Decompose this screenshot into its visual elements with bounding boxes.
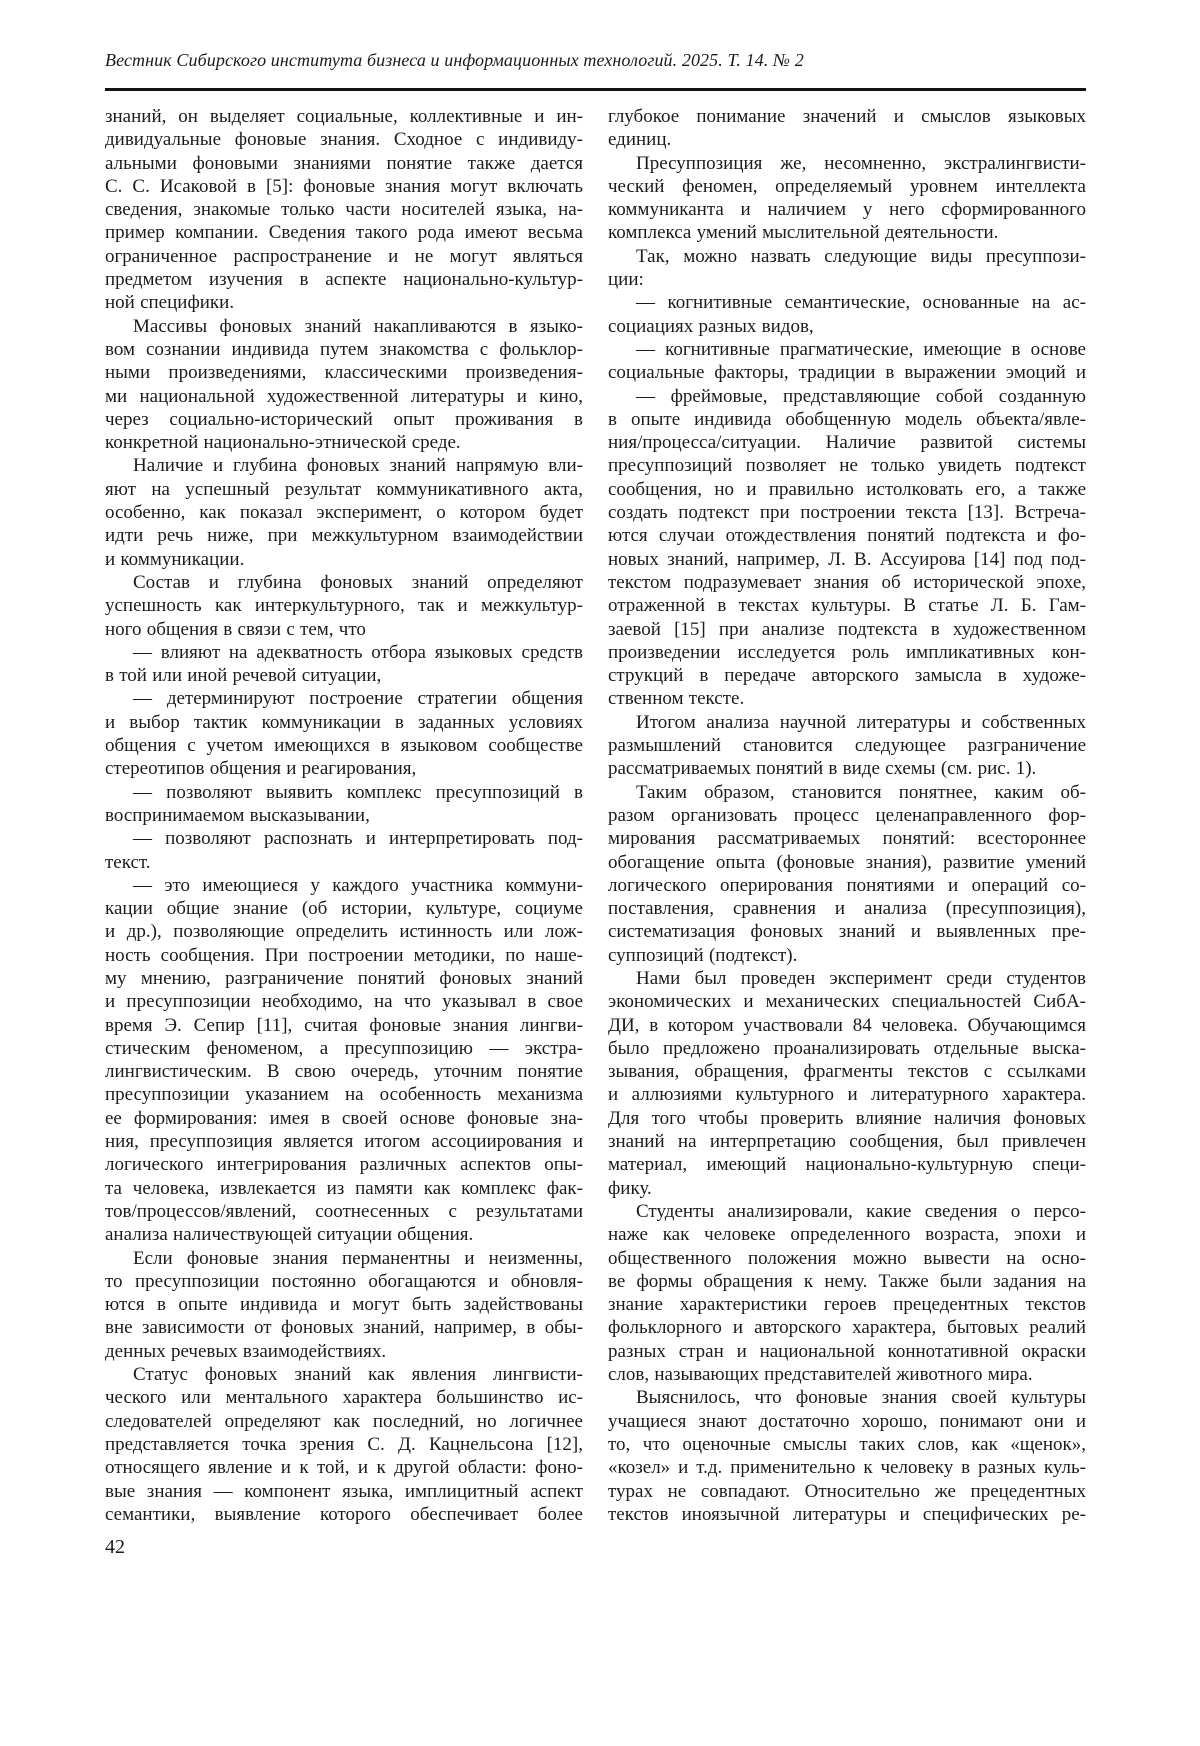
text-line: та человека, извлекается из памяти как комплекс фак- bbox=[105, 1177, 583, 1199]
text-line: анализа наличествующей ситуации общения. bbox=[105, 1224, 474, 1246]
text-line: успешность как интеркультурного, так и межкультур- bbox=[105, 595, 583, 617]
text-line: особенно, как показал эксперимент, о котором будет bbox=[105, 502, 583, 524]
text-line: Если фоновые знания перманентны и неизменны, bbox=[133, 1247, 583, 1269]
text-line: — фреймовые, представляющие собой созданную bbox=[636, 385, 1086, 407]
text-line: ются случаи отождествления понятий подтекста и фо- bbox=[608, 525, 1086, 547]
text-line: ее формирования: имея в своей основе фоновые зна- bbox=[105, 1107, 583, 1129]
text-line: ве формы обращения к нему. Также были задания на bbox=[608, 1270, 1086, 1292]
text-line: Статус фоновых знаний как явления лингвисти- bbox=[133, 1364, 583, 1386]
text-line: текст. bbox=[105, 851, 151, 873]
text-line: Таким образом, становится понятнее, каким об- bbox=[636, 781, 1086, 803]
text-line: ДИ, в котором участвовали 84 человека. Обучающимся bbox=[608, 1014, 1086, 1036]
text-line: сведения, знакомые только части носителей языка, на- bbox=[105, 199, 583, 221]
text-line: следователей определяют как последний, но логичнее bbox=[105, 1410, 583, 1432]
text-line: — позволяют распознать и интерпретировать под- bbox=[133, 828, 583, 850]
text-line: струкций в передаче авторского замысла в художе- bbox=[608, 665, 1086, 687]
paragraph-block bbox=[105, 315, 583, 455]
paragraph-block bbox=[608, 1386, 1086, 1526]
text-line: систематизация фоновых знаний и выявленных пре- bbox=[608, 921, 1086, 943]
text-line: размышлений становится следующее разграничение bbox=[608, 735, 1086, 757]
text-line: слов, называющих представителей животного мира. bbox=[608, 1364, 1033, 1386]
text-line: тов/процессов/явлений, соотнесенных с результатами bbox=[105, 1200, 583, 1222]
text-line: «козел» и т.д. применительно к человеку в разных куль- bbox=[608, 1457, 1086, 1479]
paragraph-block bbox=[608, 152, 1086, 245]
text-line: социациях разных видов, bbox=[608, 315, 814, 337]
text-line: кации общие знание (об истории, культуре, социуме bbox=[105, 898, 583, 920]
text-line: заевой [15] при анализе подтекста в художественном bbox=[608, 618, 1086, 640]
text-line: — когнитивные семантические, основанные на ас- bbox=[636, 292, 1086, 314]
text-line: время Э. Сепир [11], считая фоновые знания лингви- bbox=[105, 1014, 583, 1036]
text-line: — когнитивные прагматические, имеющие в основе bbox=[636, 338, 1086, 360]
text-line: ного общения в связи с тем, что bbox=[105, 618, 366, 640]
text-line: С. С. Исаковой в [5]: фоновые знания могут включать bbox=[105, 175, 583, 197]
text-line: денных речевых взаимодействиях. bbox=[105, 1340, 387, 1362]
text-line: Итогом анализа научной литературы и собственных bbox=[636, 711, 1086, 733]
paragraph-block bbox=[105, 641, 583, 688]
text-line: знаний на интерпретацию сообщения, был привлечен bbox=[608, 1131, 1086, 1153]
text-line: коммуниканта и наличием у него сформированного bbox=[608, 199, 1086, 221]
text-line: стическим феноменом, а пресуппозицию — экстра- bbox=[105, 1037, 583, 1059]
text-line: в опыте индивида обобщенную модель объекта/явле- bbox=[608, 408, 1086, 430]
text-line: комплекса умений мыслительной деятельности. bbox=[608, 222, 999, 244]
article-body bbox=[105, 105, 1086, 1526]
journal-header: Вестник Сибирского института бизнеса и информационных технологий. 2025. Т. 14. № 2 bbox=[105, 50, 804, 70]
paragraph-block bbox=[105, 687, 583, 780]
text-line: представляется точка зрения С. Д. Кацнельсона [12], bbox=[105, 1433, 583, 1455]
text-line: вые знания — компонент языка, имплицитный аспект bbox=[105, 1480, 583, 1502]
text-line: рассматриваемых понятий в виде схемы (см. рис. 1). bbox=[608, 758, 1037, 780]
text-line: в той или иной речевой ситуации, bbox=[105, 665, 382, 687]
text-line: и выбор тактик коммуникации в заданных условиях bbox=[105, 711, 583, 733]
paragraph-block bbox=[608, 781, 1086, 967]
text-line: Студенты анализировали, какие сведения о персо- bbox=[636, 1200, 1086, 1222]
text-line: турах не совпадают. Относительно же прецедентных bbox=[608, 1480, 1086, 1502]
text-line: — это имеющиеся у каждого участника коммуни- bbox=[133, 874, 583, 896]
paragraph-block bbox=[608, 385, 1086, 711]
text-line: зывания, обращения, фрагменты текстов с ссылками bbox=[608, 1061, 1086, 1083]
paragraph-block bbox=[608, 711, 1086, 781]
text-line: ются в опыте индивида и могут быть задействованы bbox=[105, 1294, 583, 1316]
text-line: пресуппозиций позволяет не только увидеть подтекст bbox=[608, 455, 1086, 477]
text-line: Наличие и глубина фоновых знаний напрямую вли- bbox=[133, 455, 583, 477]
text-line: стереотипов общения и реагирования, bbox=[105, 758, 417, 780]
text-line: было предложено проанализировать отдельные выска- bbox=[608, 1037, 1086, 1059]
text-line: и др.), позволяющие определить истинность или лож- bbox=[105, 921, 583, 943]
text-line: фольклорного и авторского характера, бытовых реалий bbox=[608, 1317, 1086, 1339]
text-line: экономических и механических специальностей СибА- bbox=[608, 991, 1086, 1013]
text-line: семантики, выявление которого обеспечивает более bbox=[105, 1503, 583, 1525]
text-line: Нами был проведен эксперимент среди студентов bbox=[636, 967, 1086, 989]
text-line: новых знаний, например, Л. В. Ассуирова [14] под под- bbox=[608, 548, 1086, 570]
text-line: разных стран и национальной коннотативной окраски bbox=[608, 1340, 1086, 1362]
text-line: воспринимаемом высказывании, bbox=[105, 804, 370, 826]
text-line: Для того чтобы проверить влияние наличия фоновых bbox=[608, 1107, 1086, 1129]
text-line: и коммуникации. bbox=[105, 548, 245, 570]
paragraph-block bbox=[105, 105, 583, 315]
text-line: вне зависимости от фоновых знаний, например, в обы- bbox=[105, 1317, 583, 1339]
text-line: ческий феномен, определяемый уровнем интеллекта bbox=[608, 175, 1086, 197]
text-line: конкретной национально-этнической среде. bbox=[105, 432, 461, 454]
text-line: глубокое понимание значений и смыслов языковых bbox=[608, 106, 1086, 127]
left-column bbox=[105, 105, 583, 1526]
text-line: и пресуппозиции необходимо, на что указывал в свое bbox=[105, 991, 583, 1013]
text-line: дивидуальные фоновые знания. Сходное с индивиду- bbox=[105, 129, 583, 151]
text-line: логического оперирования понятиями и операций со- bbox=[608, 874, 1086, 896]
text-line: поставления, сравнения и анализа (пресуппозиция), bbox=[608, 898, 1086, 920]
paragraph-block bbox=[105, 454, 583, 570]
text-line: идти речь ниже, при межкультурном взаимодействии bbox=[105, 525, 583, 547]
text-line: ческого или ментального характера большинство ис- bbox=[105, 1387, 583, 1409]
paragraph-block bbox=[105, 1247, 583, 1363]
text-line: Выяснилось, что фоновые знания своей культуры bbox=[636, 1387, 1086, 1409]
text-line: Массивы фоновых знаний накапливаются в языко- bbox=[133, 315, 583, 337]
paragraph-block bbox=[608, 105, 1086, 152]
text-line: — влияют на адекватность отбора языковых средств bbox=[133, 641, 583, 663]
text-line: Пресуппозиция же, несомненно, экстралингвисти- bbox=[636, 152, 1086, 174]
text-line: текстом подразумевает знания об исторической эпохе, bbox=[608, 571, 1086, 593]
text-line: предметом изучения в аспекте национально-культур- bbox=[105, 269, 583, 291]
paragraph-block bbox=[608, 245, 1086, 292]
text-line: ной специфики. bbox=[105, 292, 235, 314]
text-line: лингвистическим. В свою очередь, уточним понятие bbox=[105, 1061, 583, 1083]
text-line: ограниченное распространение и не могут являться bbox=[105, 245, 583, 267]
text-line: логического интегрирования различных аспектов опы- bbox=[105, 1154, 583, 1176]
text-line: и аллюзиями культурного и литературного характера. bbox=[608, 1084, 1086, 1106]
text-line: яют на успешный результат коммуникативного акта, bbox=[105, 478, 583, 500]
text-line: произведении исследуется роль импликативных кон- bbox=[608, 641, 1086, 663]
text-line: му мнению, разграничение понятий фоновых знаний bbox=[105, 967, 583, 989]
text-line: текстов иноязычной литературы и специфических ре- bbox=[608, 1503, 1086, 1525]
text-line: относящего явление и к той, и к другой области: фоно- bbox=[105, 1457, 583, 1479]
text-line: обогащение опыта (фоновые знания), развитие умений bbox=[608, 851, 1086, 873]
text-line: альными фоновыми знаниями понятие также дается bbox=[105, 152, 583, 174]
paragraph-block bbox=[105, 1363, 583, 1526]
paragraph-block bbox=[105, 571, 583, 641]
text-line: материал, имеющий национально-культурную специ- bbox=[608, 1154, 1086, 1176]
text-line: — детерминируют построение стратегии общения bbox=[133, 688, 583, 710]
text-line: мирования рассматриваемых понятий: всестороннее bbox=[608, 828, 1086, 850]
text-line: сообщения, но и правильно истолковать его, а также bbox=[608, 478, 1086, 500]
paragraph-block bbox=[608, 291, 1086, 338]
text-line: ность сообщения. При построении методики, по наше- bbox=[105, 944, 583, 966]
text-line: знание характеристики героев прецедентных текстов bbox=[608, 1294, 1086, 1316]
text-line: — позволяют выявить комплекс пресуппозиций в bbox=[133, 781, 583, 803]
right-column bbox=[608, 105, 1086, 1526]
text-line: ции: bbox=[608, 269, 644, 291]
text-line: единиц. bbox=[608, 129, 672, 151]
paragraph-block bbox=[608, 967, 1086, 1200]
text-line: ния, пресуппозиция является итогом ассоциирования и bbox=[105, 1131, 583, 1153]
text-line: знаний, он выделяет социальные, коллективные и ин- bbox=[105, 106, 583, 127]
paragraph-block bbox=[105, 827, 583, 874]
paragraph-block bbox=[105, 874, 583, 1247]
text-line: вом сознании индивида путем знакомства с фольклор- bbox=[105, 338, 583, 360]
text-line: наже как человеке определенного возраста, эпохи и bbox=[608, 1224, 1086, 1246]
text-line: ния/процесса/ситуации. Наличие развитой системы bbox=[608, 432, 1086, 454]
paragraph-block bbox=[608, 338, 1086, 385]
text-line: учащиеся знают достаточно хорошо, понимают они и bbox=[608, 1410, 1086, 1432]
text-line: Состав и глубина фоновых знаний определяют bbox=[133, 571, 583, 593]
text-line: отраженной в текстах культуры. В статье Л. Б. Гам- bbox=[608, 595, 1086, 617]
text-line: пресуппозиции указанием на особенность механизма bbox=[105, 1084, 583, 1106]
page-number: 42 bbox=[105, 1536, 125, 1559]
paragraph-block bbox=[608, 1200, 1086, 1386]
text-line: ственном тексте. bbox=[608, 688, 745, 710]
text-line: то, что оценочные смыслы таких слов, как «щенок», bbox=[608, 1433, 1086, 1455]
text-line: ными произведениями, классическими произведения- bbox=[105, 362, 583, 384]
text-line: социальные факторы, традиции в выражении эмоций и bbox=[608, 362, 1086, 384]
text-line: пример компании. Сведения такого рода имеют весьма bbox=[105, 222, 583, 244]
text-line: суппозиций (подтекст). bbox=[608, 944, 798, 966]
text-line: то пресуппозиции постоянно обогащаются и обновля- bbox=[105, 1270, 583, 1292]
text-line: фику. bbox=[608, 1177, 652, 1199]
paragraph-block bbox=[105, 781, 583, 828]
text-line: разом организовать процесс целенаправленного фор- bbox=[608, 804, 1086, 826]
text-line: общественного положения можно вывести на осно- bbox=[608, 1247, 1086, 1269]
text-line: общения с учетом имеющихся в языковом сообществе bbox=[105, 735, 583, 757]
text-line: создать подтекст при построении текста [13]. Встреча- bbox=[608, 502, 1086, 524]
header-rule bbox=[105, 88, 1086, 91]
text-line: ми национальной художественной литературы и кино, bbox=[105, 385, 583, 407]
page-sheet bbox=[105, 49, 1086, 1559]
text-line: Так, можно назвать следующие виды пресуппози- bbox=[636, 245, 1086, 267]
text-line: через социально-исторический опыт проживания в bbox=[105, 408, 583, 430]
